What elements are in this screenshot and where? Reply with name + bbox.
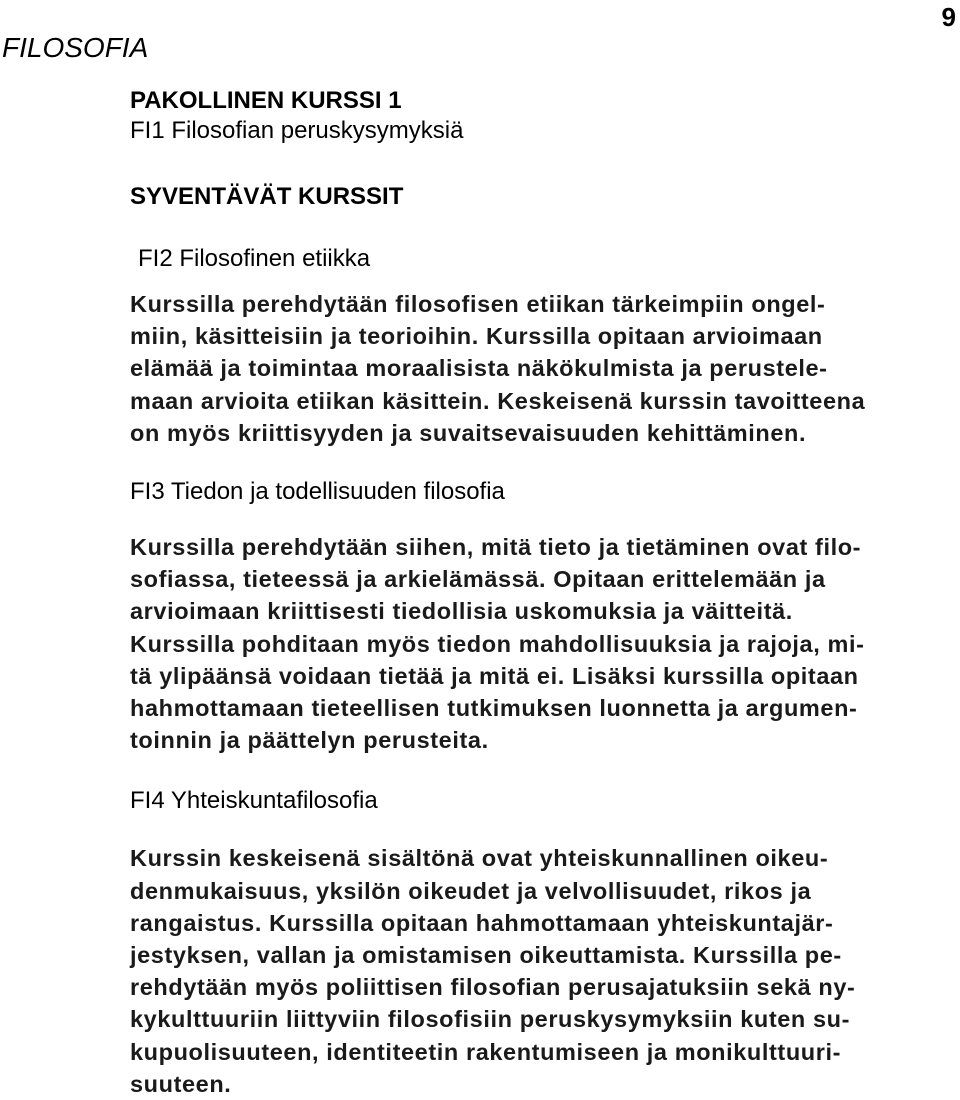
description-line: toinnin ja päättelyn perusteita. [130,727,489,754]
description-line: arvioimaan kriittisesti tiedollisia uskomuksia ja väitteitä. [130,598,793,625]
description-line: Kurssilla perehdytään siihen, mitä tieto ja tietäminen ovat filo- [130,534,862,561]
description-line: jestyksen, vallan ja omistamisen oikeuttamista. Kurssilla pe- [130,942,842,969]
description-line: denmukaisuus, yksilön oikeudet ja velvollisuudet, rikos ja [130,877,812,904]
description-line: kykulttuuriin liittyviin filosofisiin peruskysymyksiin kuten su- [130,1006,851,1033]
course-fi3 [130,477,950,756]
course-title: FI4 Yhteiskuntafilosofia [130,787,378,815]
course-fi4 [130,786,950,1100]
mandatory-course-title: FI1 Filosofian peruskysymyksiä [130,117,464,144]
course-fi2 [130,244,950,449]
description-line: miin, käsitteisiin ja teorioihin. Kurssilla opitaan arvioimaan [130,323,823,350]
course-title: FI2 Filosofinen etiikka [138,245,371,272]
description-line: kupuolisuuteen, identiteetin rakentumiseen ja monikulttuuri- [130,1038,842,1065]
course-description [130,842,950,1100]
description-line: tä ylipäänsä voidaan tietää ja mitä ei. Lisäksi kurssilla opitaan [130,662,859,689]
description-line: hahmottamaan tieteellisen tutkimuksen luonnetta ja argumen- [130,695,858,722]
description-line: sofiassa, tieteessä ja arkielämässä. Opitaan erittelemään ja [130,566,826,593]
curriculum-content [130,86,950,1100]
description-line: rehdytään myös poliittisen filosofian perusajatuksiin sekä ny- [130,974,856,1001]
description-line: rangaistus. Kurssilla opitaan hahmottamaan yhteiskuntajär- [130,909,834,936]
description-line: maan arvioita etiikan käsittein. Keskeisenä kurssin tavoitteena [130,387,866,414]
course-description [130,531,950,756]
description-line: on myös kriittisyyden ja suvaitsevaisuuden kehittäminen. [130,419,807,446]
section-title: FILOSOFIA [2,32,149,63]
description-line: Kurssilla pohditaan myös tiedon mahdollisuuksia ja rajoja, mi- [130,630,865,657]
description-line: Kurssin keskeisenä sisältönä ovat yhteiskunnallinen oikeu- [130,845,829,872]
course-title: FI3 Tiedon ja todellisuuden filosofia [130,478,505,506]
course-description [130,288,950,449]
page-number: 9 [941,2,956,32]
description-line: suuteen. [130,1070,232,1097]
description-line: elämää ja toimintaa moraalisista näkökulmista ja perustele- [130,355,828,382]
advanced-courses-heading: SYVENTÄVÄT KURSSIT [130,183,404,210]
description-line: Kurssilla perehdytään filosofisen etiikan tärkeimpiin ongel- [130,291,826,317]
mandatory-course-heading: PAKOLLINEN KURSSI 1 [130,87,402,114]
